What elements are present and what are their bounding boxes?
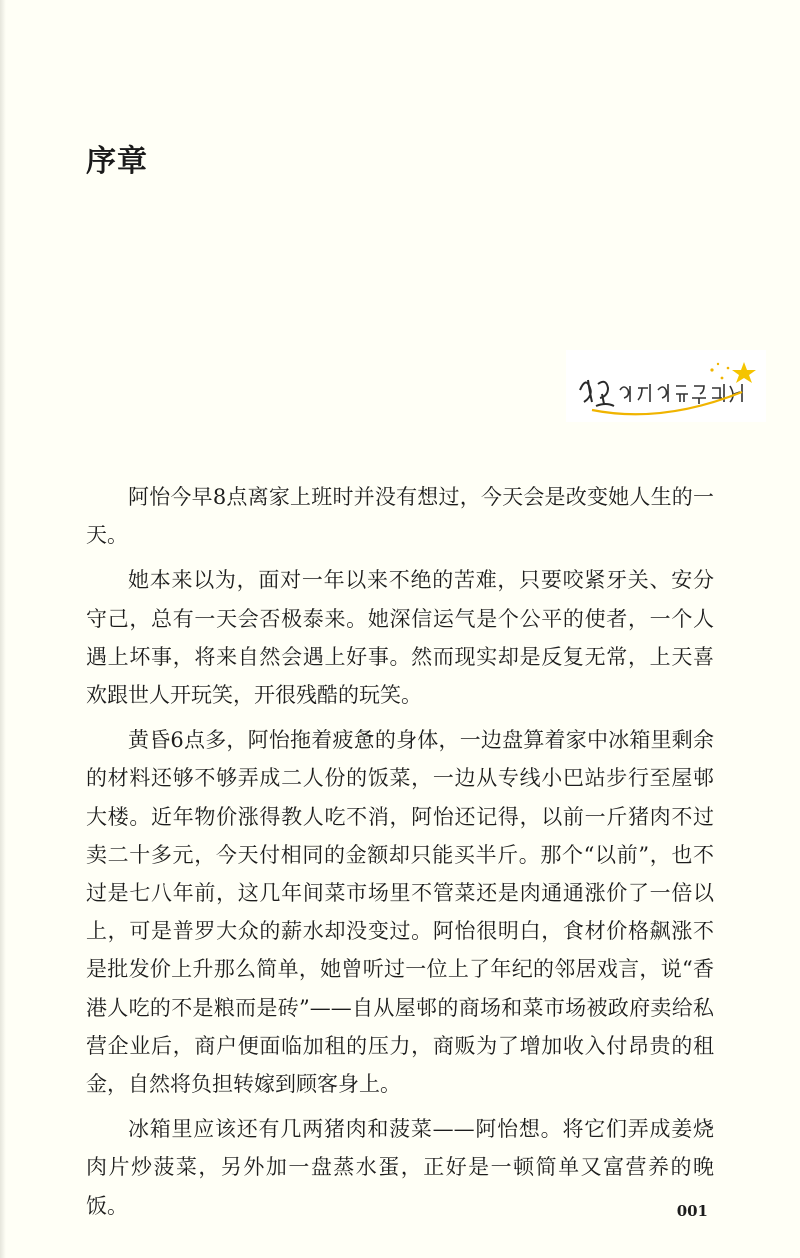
paragraph: 她本来以为，面对一年以来不绝的苦难，只要咬紧牙关、安分守己，总有一天会否极泰来。她深信运气是个公平的使者，一个人遇上坏事，将来自然会遇上好事。然而现实却是反复无常，上天喜欢跟世人开玩笑，开很残酷的玩笑。 bbox=[86, 568, 714, 708]
paragraph: 阿怡今早8点离家上班时并没有想过，今天会是改变她人生的一天。 bbox=[86, 485, 714, 548]
paragraph: 黄昏6点多，阿怡拖着疲惫的身体，一边盘算着家中冰箱里剩余的材料还够不够弄成二人份的饭菜，一边从专线小巴站步行至屋邨大楼。近年物价涨得教人吃不消，阿怡还记得，以前一斤猪肉不过卖二十多元，今天付相同的金额却只能买半斤。那个“以前”，也不过是七八年前，这几年间菜市场里不管菜还是肉通通涨价了一倍以上，可是普罗大众的薪水却没变过。阿怡很明白，食材价格飙涨不是批发价上升那么简单，她曾听过一位上了年纪的邻居戏言，说“香港人吃的不是粮而是砖”——自从屋邨的商场和菜市场被政府卖给私营企业后，商户便面临加租的压力，商贩为了增加收入付昂贵的租金，自然将负担转嫁到顾客身上。 bbox=[86, 728, 714, 1097]
chapter-body bbox=[86, 478, 714, 1232]
chapter-title: 序章 bbox=[86, 144, 148, 179]
paragraph: 冰箱里应该还有几两猪肉和菠菜——阿怡想。将它们弄成姜烧肉片炒菠菜，另外加一盘蒸水蛋，正好是一顿简单又富营养的晚饭。 bbox=[86, 1117, 714, 1218]
page-binding-edge bbox=[0, 0, 6, 1258]
bookstore-stamp bbox=[566, 350, 766, 422]
page-number: 001 bbox=[676, 1202, 708, 1220]
stamp-logo-image bbox=[566, 350, 766, 422]
